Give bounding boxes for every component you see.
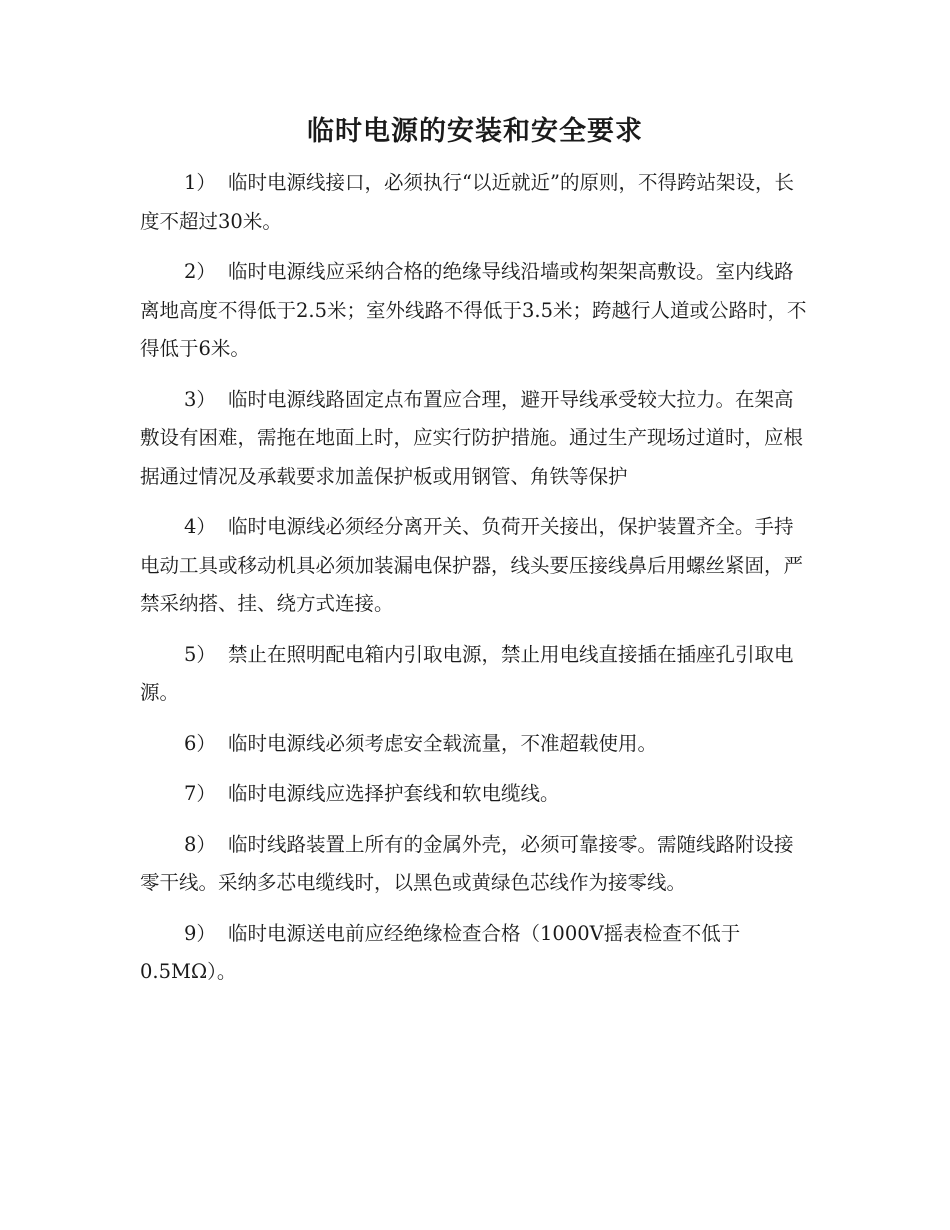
item-text: 临时线路装置上所有的金属外壳，必须可靠接零。需随线路附设接零干线。采纳多芯电缆线时，以黑色或黄绿色芯线作为接零线。 <box>140 832 794 894</box>
item-number: 3） <box>184 387 216 411</box>
item-number: 6） <box>184 731 216 755</box>
page-title: 临时电源的安装和安全要求 <box>307 116 643 147</box>
list-item <box>140 775 812 814</box>
document-body <box>140 164 812 1004</box>
item-number: 2） <box>184 260 216 283</box>
item-text: 临时电源线必须经分离开关、负荷开关接出，保护装置齐全。手持电动工具或移动机具必须加装漏电保护器，线头要压接线鼻后用螺丝紧固，严禁采纳搭、挂、绕方式连接。 <box>140 515 804 615</box>
item-text: 临时电源送电前应经绝缘检查合格（1000V摇表检查不低于0.5MΩ）。 <box>140 921 741 983</box>
list-item <box>140 253 812 369</box>
item-text: 临时电源线必须考虑安全载流量，不准超载使用。 <box>228 731 658 755</box>
item-text: 禁止在照明配电箱内引取电源，禁止用电线直接插在插座孔引取电源。 <box>140 642 794 704</box>
item-number: 8） <box>184 832 216 856</box>
item-text: 临时电源线应采纳合格的绝缘导线沿墙或构架架高敷设。室内线路离地高度不得低于2.5米；室外线路不得低于3.5米；跨越行人道或公路时，不得低于6米。 <box>140 260 807 360</box>
item-number: 7） <box>184 782 216 805</box>
list-item <box>140 725 812 764</box>
item-number: 1） <box>184 171 216 194</box>
item-number: 4） <box>184 515 216 538</box>
item-text: 临时电源线路固定点布置应合理，避开导线承受较大拉力。在架高敷设有困难，需拖在地面上时，应实行防护措施。通过生产现场过道时，应根据通过情况及承载要求加盖保护板或用钢管、角铁等保护 <box>140 387 804 488</box>
item-text: 临时电源线应选择护套线和软电缆线。 <box>228 782 560 805</box>
list-item <box>140 164 812 241</box>
item-number: 9） <box>184 921 216 945</box>
list-item <box>140 826 812 903</box>
list-item <box>140 915 812 992</box>
list-item <box>140 636 812 713</box>
item-number: 5） <box>184 642 216 666</box>
list-item <box>140 381 812 497</box>
item-text: 临时电源线接口，必须执行“以近就近”的原则，不得跨站架设，长度不超过30米。 <box>140 171 794 233</box>
list-item <box>140 508 812 624</box>
